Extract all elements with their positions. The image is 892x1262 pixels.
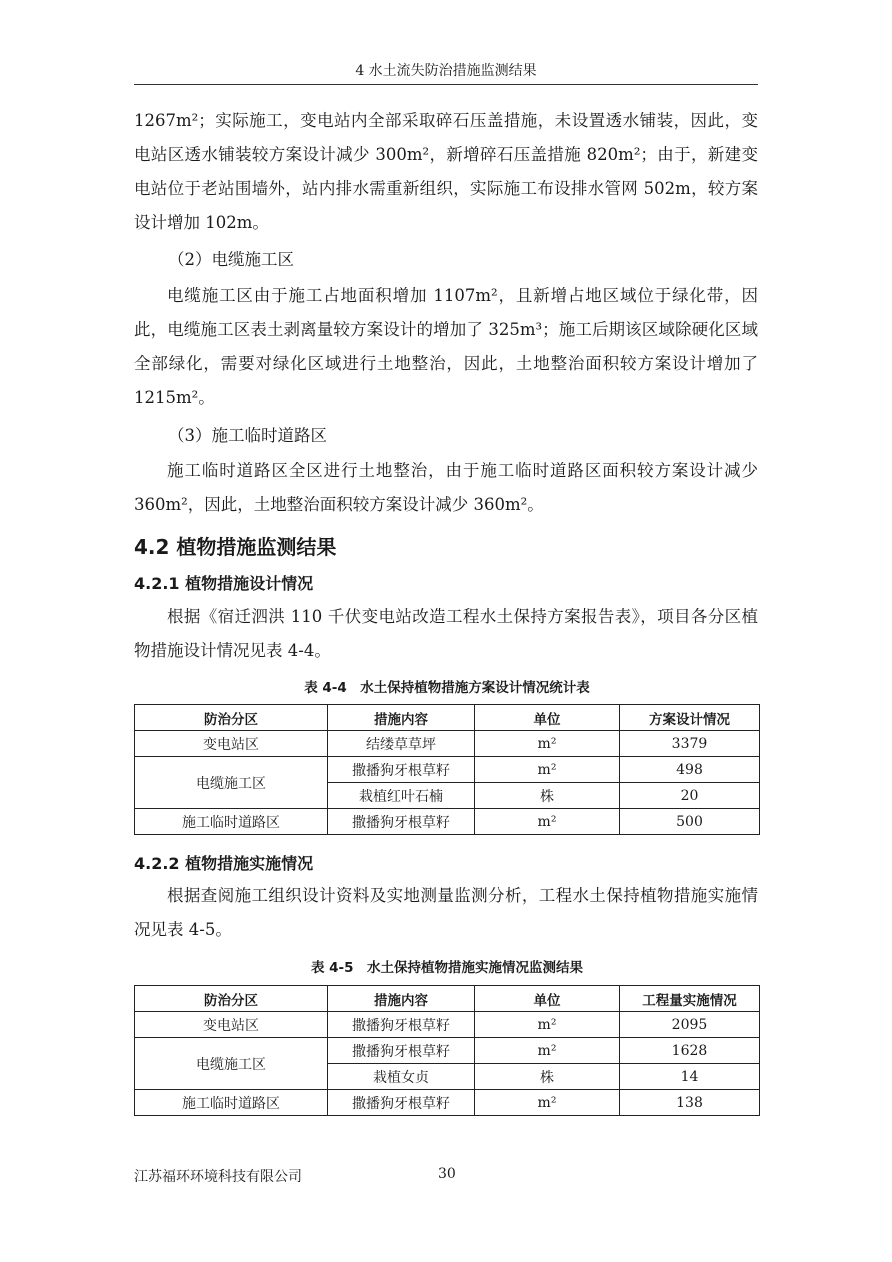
zone-cell: 电缆施工区 xyxy=(135,1038,328,1090)
table-row xyxy=(135,1038,760,1064)
footer-company: 江苏福环环境科技有限公司 xyxy=(134,1169,302,1185)
measure-cell: 撒播狗牙根草籽 xyxy=(328,1090,475,1116)
table-row xyxy=(135,757,760,783)
table-row xyxy=(135,1090,760,1116)
section-4-2-title: 4.2 植物措施监测结果 xyxy=(134,535,337,559)
value-cell: 14 xyxy=(620,1064,760,1090)
unit-cell: m² xyxy=(475,1038,620,1064)
unit-cell: 株 xyxy=(475,783,620,809)
measure-cell: 撒播狗牙根草籽 xyxy=(328,809,475,835)
value-cell: 2095 xyxy=(620,1012,760,1038)
measure-cell: 撒播狗牙根草籽 xyxy=(328,757,475,783)
zone-cell: 变电站区 xyxy=(135,1012,328,1038)
table-4-5 xyxy=(134,985,760,1116)
section-4-2-2-paragraph: 根据查阅施工组织设计资料及实地测量监测分析，工程水土保持植物措施实施情况见表 4-5。 xyxy=(134,886,758,939)
value-cell: 1628 xyxy=(620,1038,760,1064)
unit-cell: m² xyxy=(475,757,620,783)
page-number: 30 xyxy=(438,1166,456,1182)
column-header-zone: 防治分区 xyxy=(135,705,328,731)
zone-cell: 施工临时道路区 xyxy=(135,1090,328,1116)
table-row xyxy=(135,809,760,835)
table-4-4 xyxy=(134,704,760,835)
section-4-2-1-title: 4.2.1 植物措施设计情况 xyxy=(134,574,314,593)
column-header-unit: 单位 xyxy=(475,986,620,1012)
table-row xyxy=(135,1012,760,1038)
cable-area-heading: （2）电缆施工区 xyxy=(168,250,294,269)
column-header-zone: 防治分区 xyxy=(135,986,328,1012)
running-header: 4 水土流失防治措施监测结果 xyxy=(134,58,758,85)
column-header-measure: 措施内容 xyxy=(328,705,475,731)
value-cell: 138 xyxy=(620,1090,760,1116)
measure-cell: 栽植女贞 xyxy=(328,1064,475,1090)
measure-cell: 撒播狗牙根草籽 xyxy=(328,1038,475,1064)
zone-cell: 变电站区 xyxy=(135,731,328,757)
zone-cell: 施工临时道路区 xyxy=(135,809,328,835)
unit-cell: m² xyxy=(475,1090,620,1116)
unit-cell: m² xyxy=(475,1012,620,1038)
unit-cell: m² xyxy=(475,731,620,757)
section-4-2-1-paragraph: 根据《宿迁泗洪 110 千伏变电站改造工程水土保持方案报告表》，项目各分区植物措施设计情况见表 4-4。 xyxy=(134,607,758,660)
table-header-row xyxy=(135,986,760,1012)
road-area-heading: （3）施工临时道路区 xyxy=(168,426,327,445)
value-cell: 20 xyxy=(620,783,760,809)
column-header-value: 方案设计情况 xyxy=(620,705,760,731)
paragraph-station-continued: 1267m²；实际施工，变电站内全部采取碎石压盖措施，未设置透水铺装，因此，变电站区透水铺装较方案设计减少 300m²，新增碎石压盖措施 820m²；由于，新建变电站位于老站围墙外，站内排水需重新组织，实际施工布设排水管网 502m，较方案设计增加 102m。 xyxy=(134,111,758,232)
road-area-paragraph: 施工临时道路区全区进行土地整治，由于施工临时道路区面积较方案设计减少 360m²，因此，土地整治面积较方案设计减少 360m²。 xyxy=(134,461,758,514)
section-4-2-2-title: 4.2.2 植物措施实施情况 xyxy=(134,854,314,873)
column-header-measure: 措施内容 xyxy=(328,986,475,1012)
value-cell: 500 xyxy=(620,809,760,835)
measure-cell: 撒播狗牙根草籽 xyxy=(328,1012,475,1038)
value-cell: 498 xyxy=(620,757,760,783)
measure-cell: 结缕草草坪 xyxy=(328,731,475,757)
unit-cell: m² xyxy=(475,809,620,835)
table-4-4-caption: 表 4-4 水土保持植物措施方案设计情况统计表 xyxy=(304,680,590,696)
zone-cell: 电缆施工区 xyxy=(135,757,328,809)
table-row xyxy=(135,731,760,757)
column-header-value: 工程量实施情况 xyxy=(620,986,760,1012)
column-header-unit: 单位 xyxy=(475,705,620,731)
measure-cell: 栽植红叶石楠 xyxy=(328,783,475,809)
table-header-row xyxy=(135,705,760,731)
unit-cell: 株 xyxy=(475,1064,620,1090)
value-cell: 3379 xyxy=(620,731,760,757)
table-4-5-caption: 表 4-5 水土保持植物措施实施情况监测结果 xyxy=(310,960,584,976)
cable-area-paragraph: 电缆施工区由于施工占地面积增加 1107m²，且新增占地区域位于绿化带，因此，电缆施工区表土剥离量较方案设计的增加了 325m³；施工后期该区域除硬化区域全部绿化，需要对绿化区域进行土地整治，因此，土地整治面积较方案设计增加了 1215m²。 xyxy=(134,286,758,407)
